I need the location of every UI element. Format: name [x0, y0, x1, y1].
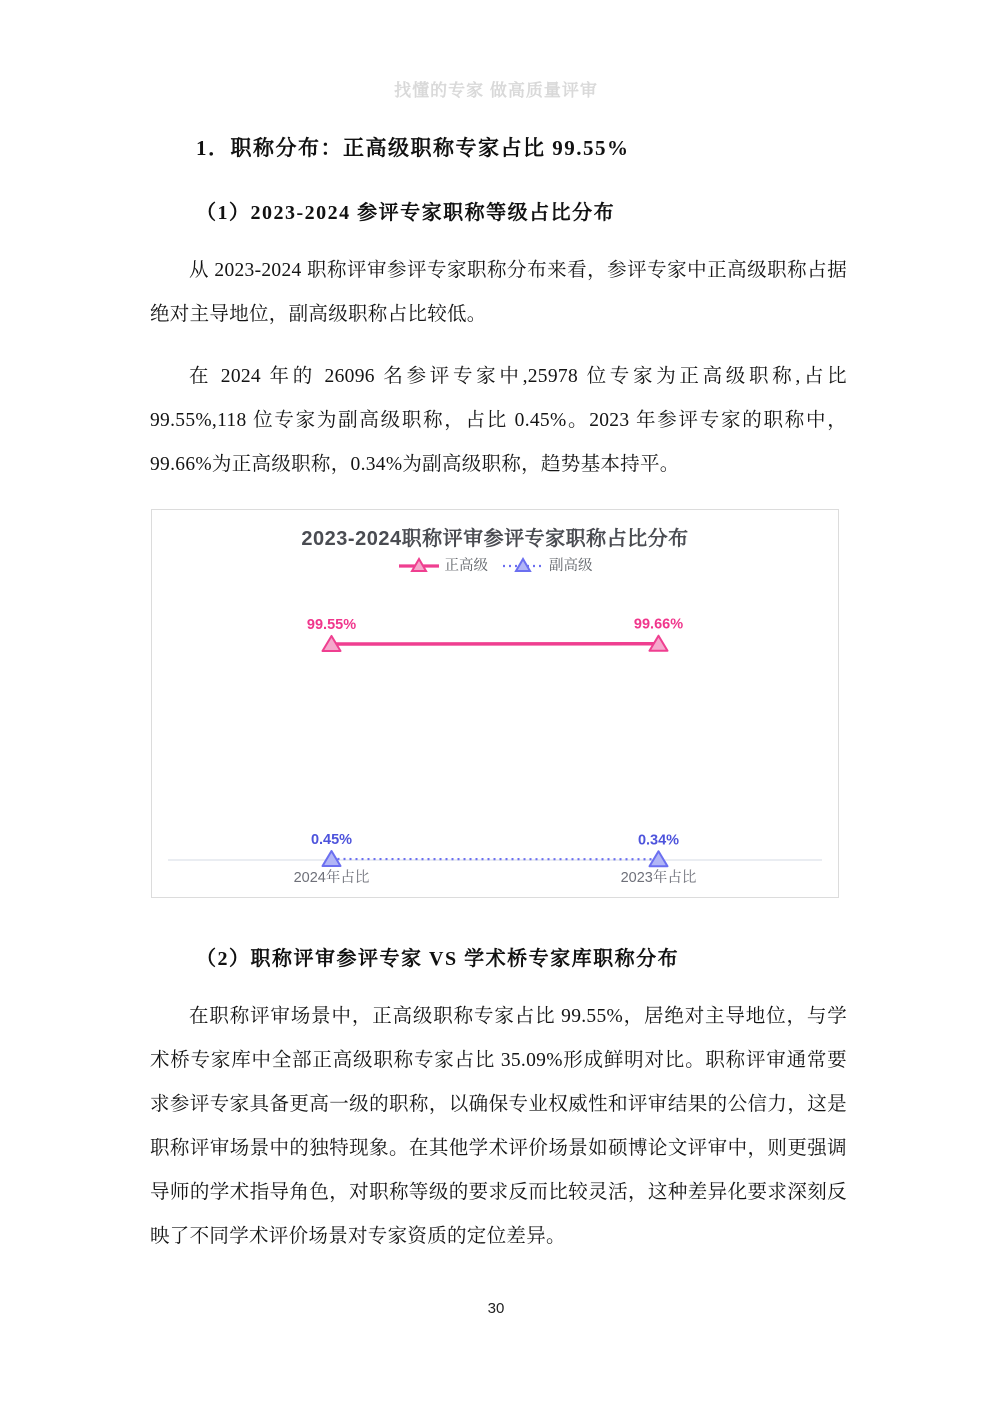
triangle-marker — [650, 851, 668, 866]
legend-label: 正高级 — [444, 558, 488, 574]
legend-label: 副高级 — [549, 558, 593, 574]
data-point-label: 99.66% — [633, 616, 684, 633]
data-point-label: 0.34% — [637, 832, 680, 849]
chart-container — [151, 509, 839, 898]
paragraph-1: 从 2023-2024 职称评审参评专家职称分布来看，参评专家中正高级职称占据绝对主导地位，副高级职称占比较低。 — [150, 260, 847, 325]
subsection-heading-2: （2）职称评审参评专家 VS 学术桥专家库职称分布 — [196, 948, 680, 970]
line-chart — [152, 510, 838, 897]
data-point-label: 0.45% — [310, 832, 353, 849]
page-number: 30 — [487, 1300, 505, 1317]
page-content — [150, 128, 847, 1259]
subsection-heading-1: （1）2023-2024 参评专家职称等级占比分布 — [196, 202, 616, 224]
section-heading: 1．职称分布：正高级职称专家占比 99.55% — [196, 136, 630, 160]
chart-title: 2023-2024职称评审参评专家职称占比分布 — [301, 528, 689, 550]
data-point-label: 99.55% — [306, 616, 357, 633]
paragraph-3: 在职称评审场景中，正高级职称专家占比 99.55%，居绝对主导地位，与学术桥专家库中全部正高级职称专家占比 35.09%形成鲜明对比。职称评审通常要求参评专家具备更高一级的职称，以确保专业权威性和评审结果的公信力，这是职称评审场景中的独特现象。在其他学术评价场景如硕博论文评审中，则更强调导师的学术指导角色，对职称等级的要求反而比较灵活，这种差异化要求深刻反映了不同学术评价场景对专家资质的定位差异。 — [150, 1006, 847, 1247]
x-axis-tick-label: 2023年占比 — [620, 870, 697, 886]
paragraph-2: 在 2024 年的 26096 名参评专家中,25978 位专家为正高级职称,占比 99.55%,118 位专家为副高级职称，占比 0.45%。2023 年参评专家的职称中，99.66%为正高级职称，0.34%为副高级职称，趋势基本持平。 — [150, 366, 847, 475]
x-axis-tick-label: 2024年占比 — [293, 870, 370, 886]
header-slogan: 找懂的专家 做高质量评审 — [394, 81, 598, 100]
